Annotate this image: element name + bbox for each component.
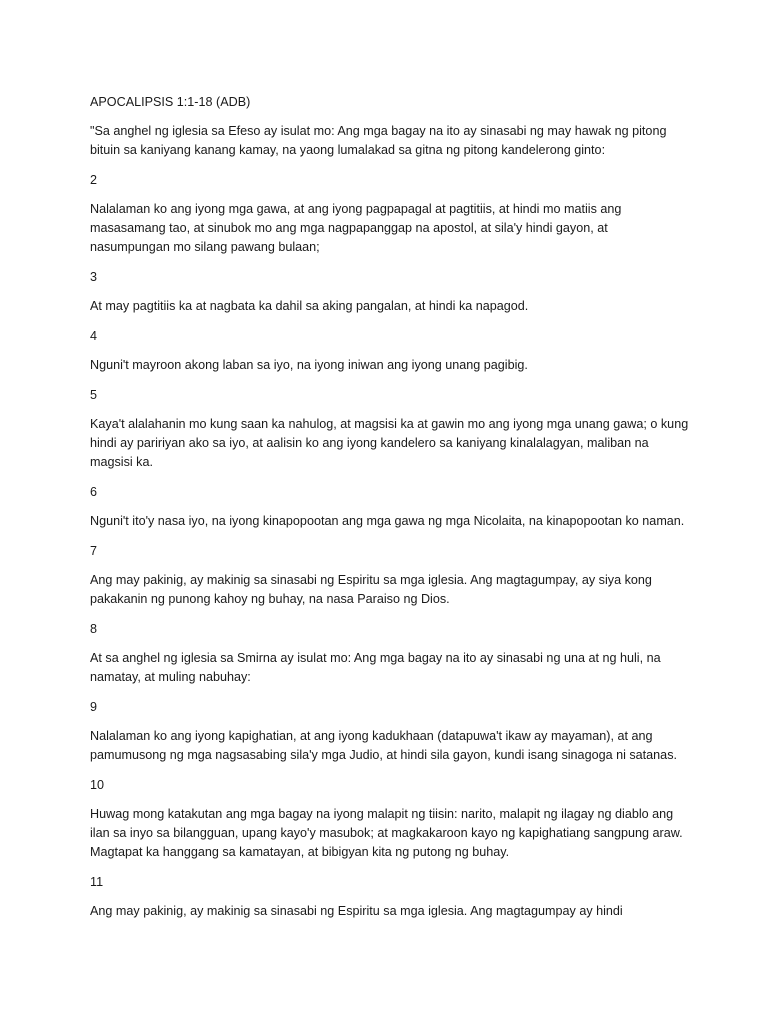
verse-5-text: Kaya't alalahanin mo kung saan ka nahulog, at magsisi ka at gawin mo ang iyong mga unang gawa; o kung hindi ay paririyan ako sa iyo, at aalisin ko ang iyong kandelero sa kaniyang kinalalagyan, maliban na magsisi ka. — [90, 417, 689, 469]
verse-4-text: Nguni't mayroon akong laban sa iyo, na iyong iniwan ang iyong unang pagibig. — [90, 358, 528, 372]
document-body — [90, 93, 690, 932]
verse-number-3: 3 — [90, 270, 98, 284]
verse-9-text: Nalalaman ko ang iyong kapighatian, at ang iyong kadukhaan (datapuwa't ikaw ay mayaman), at ang pamumusong ng mga nagsasabing sila'y mga Judio, at hindi sila gayon, kundi isang sinagoga ni satanas. — [90, 729, 677, 762]
verse-10-text: Huwag mong katakutan ang mga bagay na iyong malapit ng tiisin: narito, malapit ng ilagay ng diablo ang ilan sa inyo sa bilangguan, upang kayo'y masubok; at magkakaroon kayo ng kapighatiang sangpung araw. Magtapat ka hanggang sa kamatayan, at bibigyan kita ng putong ng buhay. — [90, 807, 683, 859]
verse-3-text: At may pagtitiis ka at nagbata ka dahil sa aking pangalan, at hindi ka napagod. — [90, 299, 529, 313]
verse-number-10: 10 — [90, 778, 105, 792]
verse-2-text: Nalalaman ko ang iyong mga gawa, at ang iyong pagpapagal at pagtitiis, at hindi mo matiis ang masasamang tao, at sinubok mo ang mga nagpapanggap na apostol, at sila'y hindi gayon, at nasumpungan mo silang pawang bulaan; — [90, 202, 622, 254]
verse-number-7: 7 — [90, 544, 98, 558]
verse-6-text: Nguni't ito'y nasa iyo, na iyong kinapopootan ang mga gawa ng mga Nicolaita, na kinapopootan ko naman. — [90, 514, 685, 528]
document-title: APOCALIPSIS 1:1-18 (ADB) — [90, 95, 251, 109]
verse-number-5: 5 — [90, 388, 98, 402]
verse-number-8: 8 — [90, 622, 98, 636]
verse-8-text: At sa anghel ng iglesia sa Smirna ay isulat mo: Ang mga bagay na ito ay sinasabi ng una at ng huli, na namatay, at muling nabuhay: — [90, 651, 661, 684]
verse-number-4: 4 — [90, 329, 98, 343]
verse-11-text: Ang may pakinig, ay makinig sa sinasabi ng Espiritu sa mga iglesia. Ang magtagumpay ay hindi — [90, 904, 623, 918]
verse-number-2: 2 — [90, 173, 98, 187]
verse-number-6: 6 — [90, 485, 98, 499]
verse-number-11: 11 — [90, 875, 104, 889]
verse-number-9: 9 — [90, 700, 98, 714]
verse-1-text: "Sa anghel ng iglesia sa Efeso ay isulat mo: Ang mga bagay na ito ay sinasabi ng may hawak ng pitong bituin sa kaniyang kanang kamay, na yaong lumalakad sa gitna ng pitong kandelerong ginto: — [90, 124, 667, 157]
verse-7-text: Ang may pakinig, ay makinig sa sinasabi ng Espiritu sa mga iglesia. Ang magtagumpay, ay siya kong pakakanin ng punong kahoy ng buhay, na nasa Paraiso ng Dios. — [90, 573, 652, 606]
